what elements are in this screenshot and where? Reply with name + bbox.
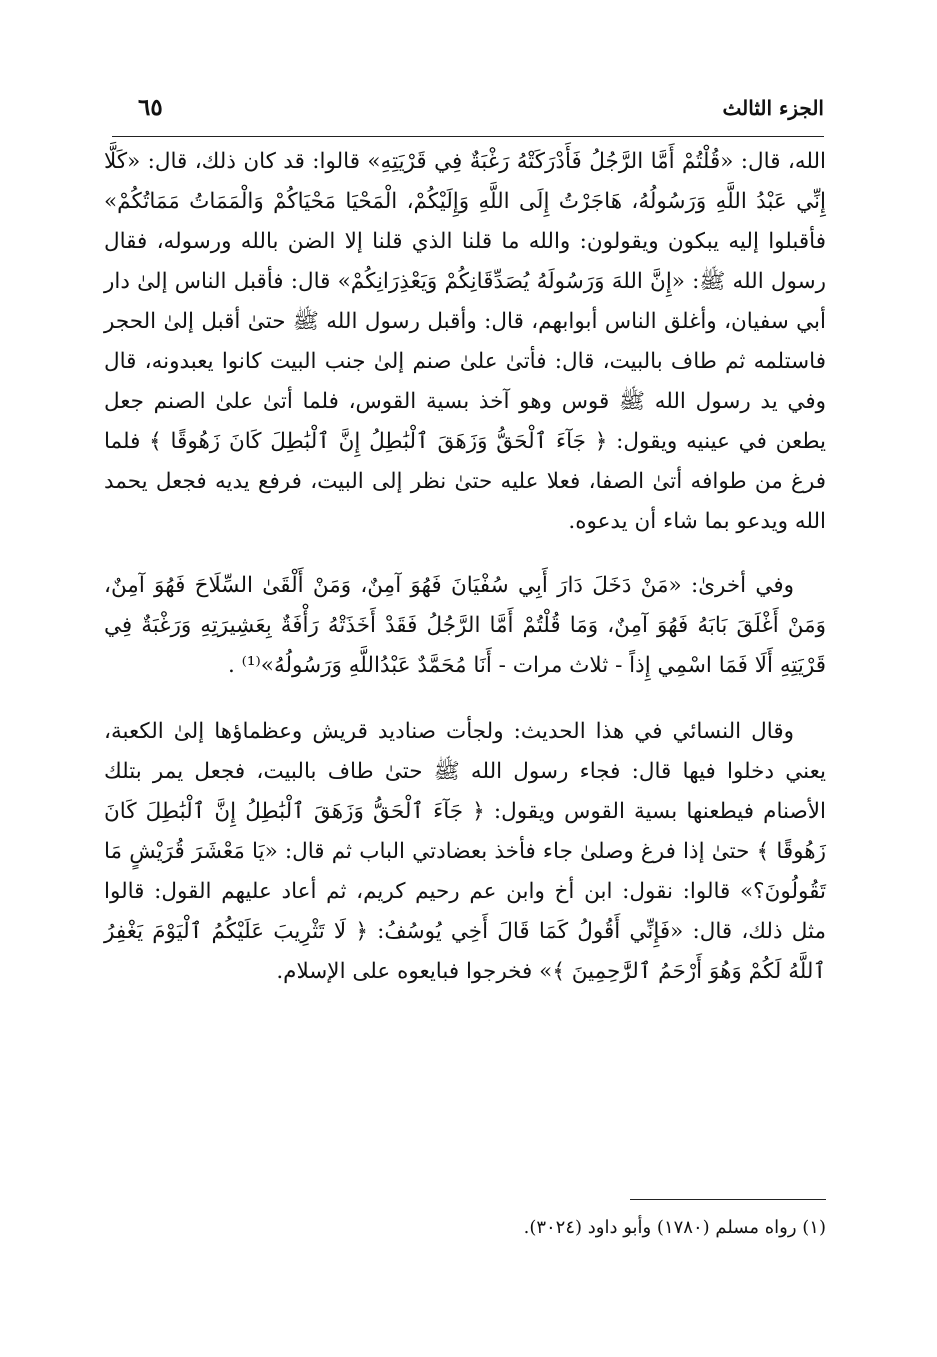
paragraph-2: وفي أخرىٰ: «مَنْ دَخَلَ دَارَ أَبِي سُفْيَانَ فَهُوَ آمِنٌ، وَمَنْ أَلْقَىٰ السِّلَاحَ فَهُوَ آمِنٌ، وَمَنْ أَغْلَقَ بَابَهُ فَهُوَ آمِنٌ، وَمَا قُلْتُمْ أَمَّا الرَّجُلُ فَقَدْ أَخَذَتْهُ رَأْفَةٌ بِعَشِيرَتِهِ وَرَغْبَةٌ فِي قَرْيَتِهِ أَلَا فَمَا اسْمِي إِذاً - ثلاث مرات - أَنَا مُحَمَّدٌ عَبْدُاللَّهِ وَرَسُولُهُ»⁽¹⁾ . [104, 573, 826, 678]
header-rule [112, 136, 824, 137]
page-number: ٦٥ [138, 94, 163, 121]
body-text [104, 142, 826, 992]
footnote-rule [630, 1199, 826, 1200]
paragraph-3: وقال النسائي في هذا الحديث: ولجأت صناديد قريش وعظماؤها إلىٰ الكعبة، يعني دخلوا فيها قال: فجاء رسول الله ﷺ حتىٰ طاف بالبيت، فجعل يمر بتلك الأصنام فيطعنها بسية القوس ويقول: ﴿ جَآءَ ٱلْحَقُّ وَزَهَقَ ٱلْبَٰطِلُ إِنَّ ٱلْبَٰطِلَ كَانَ زَهُوقًا ﴾ حتىٰ إذا فرغ وصلىٰ جاء فأخذ بعضادتي الباب ثم قال: «يَا مَعْشَرَ قُرَيْشٍ مَا تَقُولُونَ؟» قالوا: نقول: ابن أخ وابن عم رحيم كريم، ثم أعاد عليهم القول: قالوا مثل ذلك، قال: «فَإِنِّي أَقُولُ كَمَا قَالَ أَخِي يُوسُفُ: ﴿ لَا تَثْرِيبَ عَلَيْكُمُ ٱلْيَوْمَ يَغْفِرُ ٱللَّهُ لَكُمْ وَهُوَ أَرْحَمُ ٱلرَّٰحِمِينَ ﴾» فخرجوا فبايعوه على الإسلام. [104, 719, 826, 984]
paragraph-1: الله، قال: «قُلْتُمْ أَمَّا الرَّجُلُ فَأَدْرَكَتْهُ رَغْبَةٌ فِي قَرْيَتِهِ» قالوا: قد كان ذلك، قال: «كَلَّا إِنِّي عَبْدُ اللَّهِ وَرَسُولُهُ، هَاجَرْتُ إِلَى اللَّهِ وَإِلَيْكُمْ، الْمَحْيَا مَحْيَاكُمْ وَالْمَمَاتُ مَمَاتُكُمْ» فأقبلوا إليه يبكون ويقولون: والله ما قلنا الذي قلنا إلا الضن بالله ورسوله، فقال رسول الله ﷺ: «إِنَّ اللهَ وَرَسُولَهُ يُصَدِّقَانِكُمْ وَيَعْذِرَانِكُمْ» قال: فأقبل الناس إلىٰ دار أبي سفيان، وأغلق الناس أبوابهم، قال: وأقبل رسول الله ﷺ حتىٰ أقبل إلىٰ الحجر فاستلمه ثم طاف بالبيت، قال: فأتىٰ علىٰ صنم إلىٰ جنب البيت كانوا يعبدونه، قال وفي يد رسول الله ﷺ قوس وهو آخذ بسية القوس، فلما أتىٰ علىٰ الصنم جعل يطعن في عينيه ويقول: ﴿ جَآءَ ٱلْحَقُّ وَزَهَقَ ٱلْبَٰطِلُ إِنَّ ٱلْبَٰطِلَ كَانَ زَهُوقًا ﴾ فلما فرغ من طوافه أتىٰ الصفا، فعلا عليه حتىٰ نظر إلى البيت، فرفع يديه فجعل يحمد الله ويدعو بما شاء أن يدعوه. [104, 149, 826, 534]
page-header [112, 92, 824, 130]
footnote: (١) رواه مسلم (١٧٨٠) وأبو داود (٣٠٢٤). [523, 1217, 826, 1238]
running-title: الجزء الثالث [722, 96, 824, 120]
